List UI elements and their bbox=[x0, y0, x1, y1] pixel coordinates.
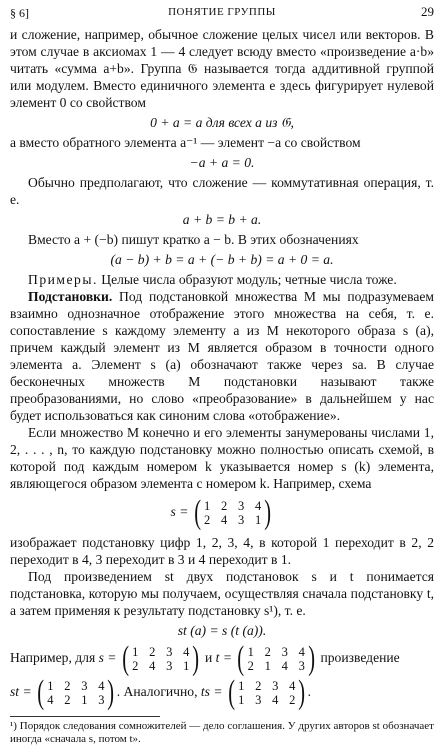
paragraph-subtraction: Вместо a + (−b) пишут кратко a − b. В этих обозначениях bbox=[28, 232, 359, 247]
examples-label: Примеры. bbox=[28, 272, 98, 287]
page-header bbox=[10, 4, 434, 26]
paragraph-commutative: Обычно предполагают, что сложение — коммутативная операция, т. е. bbox=[10, 175, 434, 207]
formula-zero: 0 + a = a для всех a из 𝔊, bbox=[150, 115, 294, 130]
matrix-s-display bbox=[10, 496, 434, 530]
paragraph-finite-set: Если множество M конечно и его элементы занумерованы числами 1, 2, . . . , n, то каждую подстановку можно полностью описать схемой, в которой под каждым номером k указывается номер s (k) элемента, являющегося образом элемента с номером k. Например, схема bbox=[10, 425, 434, 491]
examples-text: Целые числа образуют модуль; четные числа тоже. bbox=[101, 272, 397, 287]
matrix-s-label: s = bbox=[170, 504, 189, 520]
running-title: ПОНЯТИЕ ГРУППЫ bbox=[168, 6, 276, 18]
paragraph-product: Под произведением st двух подстановок s и t понимается подстановка, которую мы получаем, осуществляя сначала подстановку t, а затем применяя к результату подстановку s¹), т. е. bbox=[10, 569, 434, 618]
matrix-ts: ( 1 2 3 4 1 3 4 2 ) bbox=[228, 674, 306, 711]
matrix-st: ( 1 2 3 4 4 2 1 3 ) bbox=[37, 674, 115, 711]
page-number: 29 bbox=[421, 4, 434, 19]
paragraph-additive: и сложение, например, обычное сложение целых чисел или векторов. В этом случае в аксиомах 1 — 4 следует всюду вместо «произведение a·b» читать «сумма a+b». Группа 𝔊 называется тогда аддитивной группой или модулем. Вместо единичного элемента e здесь фигурирует нулевой элемент 0 со свойством bbox=[10, 27, 434, 110]
formula-commutative: a + b = b + a. bbox=[182, 212, 262, 227]
paragraph-inverse: а вместо обратного элемента a⁻¹ — элемент −a со свойством bbox=[10, 135, 361, 150]
formula-neg: −a + a = 0. bbox=[189, 155, 255, 170]
page-body bbox=[10, 26, 434, 710]
paragraph-digits: изображает подстановку цифр 1, 2, 3, 4, в которой 1 переходит в 2, 2 переходит в 4, 3 переходит в 3 и 4 переходит в 1. bbox=[10, 535, 434, 567]
example-result-line: st = ( 1 2 3 4 4 2 1 3 ) . Аналогично, ts = ( 1 2 3 4 1 3 4 2 ) . bbox=[10, 674, 311, 711]
matrix-t-example: ( 1 2 3 4 2 1 4 3 ) bbox=[237, 640, 315, 677]
example-product-line: Например, для s = ( 1 2 3 4 2 4 3 1 ) и t = ( 1 2 3 4 2 1 4 3 ) произведение bbox=[10, 640, 400, 677]
paragraph-substitutions bbox=[10, 288, 434, 424]
substitutions-text: Под подстановкой множества M мы подразумеваем взаимно однозначное отображение этого множества на себя, т. е. сопоставление s каждому элементу a из M некоторого образа s (a), причем каждый элемент из M является образом в точности одного элемента a. Элемент s (a) обозначают также через sa. В случае бесконечных множеств M подстановки называют также преобразованиями, но слово «преобразование» в дальнейшем у нас будет использоваться как синоним слова «отображение». bbox=[10, 289, 434, 423]
substitutions-heading: Подстановки. bbox=[28, 289, 113, 304]
matrix-s-example: ( 1 2 3 4 2 4 3 1 ) bbox=[122, 640, 200, 677]
paragraph-examples bbox=[10, 271, 434, 288]
footnote: ¹) Порядок следования сомножителей — дело соглашения. У других авторов st обозначает иногда «сначала s, потом t». bbox=[10, 720, 434, 745]
formula-product: st (a) = s (t (a)). bbox=[177, 623, 267, 638]
footnote-rule bbox=[10, 716, 160, 717]
section-marker: § 6] bbox=[10, 6, 29, 20]
matrix-s: ( 1 2 3 4 2 4 3 1 ) bbox=[194, 494, 272, 531]
formula-subtraction: (a − b) + b = a + (− b + b) = a + 0 = a. bbox=[110, 252, 334, 267]
